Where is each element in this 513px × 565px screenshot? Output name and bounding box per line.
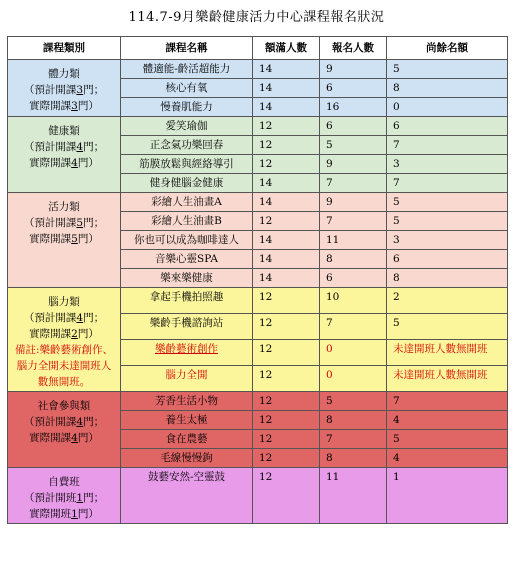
capacity-cell: 12: [253, 340, 320, 366]
header-category: 課程類別: [8, 37, 121, 60]
category-name: 健康類: [48, 125, 80, 137]
remaining-cell: 4: [387, 449, 508, 468]
capacity-cell: 14: [253, 250, 320, 269]
category-planned: （預計開課4門；: [23, 141, 105, 153]
course-name: 養生太極: [121, 411, 253, 430]
capacity-cell: 14: [253, 60, 320, 79]
category-cell: [8, 60, 121, 117]
category-actual: 實際開課3門）: [29, 100, 99, 112]
table-row: [8, 468, 508, 524]
enrolled-cell: 8: [320, 411, 387, 430]
category-planned: （預計開課5門；: [23, 217, 105, 229]
category-cell: [8, 288, 121, 392]
category-planned: （預計開課4門；: [23, 416, 105, 428]
capacity-cell: 14: [253, 98, 320, 117]
enrolled-cell: 9: [320, 60, 387, 79]
remaining-cell: 7: [387, 136, 508, 155]
capacity-cell: 12: [253, 366, 320, 392]
enrolled-cell: 7: [320, 314, 387, 340]
remaining-cell: 3: [387, 231, 508, 250]
remaining-cell: 2: [387, 288, 508, 314]
enrolled-cell: 9: [320, 155, 387, 174]
course-name: 食在農藝: [121, 430, 253, 449]
table-row: [8, 288, 508, 314]
course-name: 你也可以成為咖啡達人: [121, 231, 253, 250]
capacity-cell: 12: [253, 468, 320, 524]
course-name: 彩繪人生油畫A: [121, 193, 253, 212]
table-body: [8, 60, 508, 524]
capacity-cell: 12: [253, 314, 320, 340]
enrolled-cell: 9: [320, 193, 387, 212]
capacity-cell: 12: [253, 212, 320, 231]
remaining-cell: 5: [387, 193, 508, 212]
category-name: 活力類: [48, 201, 80, 213]
enrolled-cell: 0: [320, 366, 387, 392]
capacity-cell: 14: [253, 174, 320, 193]
category-planned: （預計開班1門；: [23, 492, 105, 504]
capacity-cell: 12: [253, 392, 320, 411]
category-planned: （預計開課3門；: [23, 84, 105, 96]
enrolled-cell: 16: [320, 98, 387, 117]
remaining-cell: 0: [387, 98, 508, 117]
course-enrollment-table: [7, 36, 508, 524]
remaining-cell: 未達開班人數無開班: [387, 340, 508, 366]
category-actual: 實際開課2門）: [29, 328, 99, 340]
remaining-cell: 3: [387, 155, 508, 174]
category-cell: [8, 468, 121, 524]
header-enrolled: 報名人數: [320, 37, 387, 60]
capacity-cell: 14: [253, 231, 320, 250]
category-note: 備註:樂齡藝術創作、腦力全開未達開班人數無開班。: [14, 344, 114, 388]
capacity-cell: 12: [253, 155, 320, 174]
table-row: [8, 117, 508, 136]
enrolled-cell: 7: [320, 174, 387, 193]
capacity-cell: 12: [253, 449, 320, 468]
enrolled-cell: 11: [320, 231, 387, 250]
remaining-cell: 6: [387, 250, 508, 269]
remaining-cell: 8: [387, 269, 508, 288]
capacity-cell: 12: [253, 117, 320, 136]
course-name: 愛笑瑜伽: [121, 117, 253, 136]
enrolled-cell: 7: [320, 212, 387, 231]
course-name: 芳香生活小物: [121, 392, 253, 411]
enrolled-cell: 8: [320, 449, 387, 468]
course-name: 彩繪人生油畫B: [121, 212, 253, 231]
category-actual: 實際開班1門）: [29, 508, 99, 520]
enrolled-cell: 0: [320, 340, 387, 366]
header-capacity: 額滿人數: [253, 37, 320, 60]
course-name: 毛線慢慢鉤: [121, 449, 253, 468]
remaining-cell: 5: [387, 212, 508, 231]
remaining-cell: 5: [387, 430, 508, 449]
category-name: 社會參與類: [37, 400, 91, 412]
category-cell: [8, 193, 121, 288]
course-name: 樂來樂健康: [121, 269, 253, 288]
enrolled-cell: 6: [320, 269, 387, 288]
category-cell: [8, 392, 121, 468]
category-name: 自費班: [48, 476, 80, 488]
category-actual: 實際開課5門）: [29, 233, 99, 245]
course-name: 樂齡手機諮詢站: [121, 314, 253, 340]
course-name: 健身健腦金健康: [121, 174, 253, 193]
capacity-cell: 12: [253, 288, 320, 314]
enrolled-cell: 6: [320, 117, 387, 136]
course-name: 慢養肌能力: [121, 98, 253, 117]
page-title: 114.7-9月樂齡健康活力中心課程報名狀況: [128, 10, 385, 25]
category-planned: （預計開課4門；: [23, 312, 105, 324]
header-course-name: 課程名稱: [121, 37, 253, 60]
remaining-cell: 4: [387, 411, 508, 430]
course-name: 正念氣功樂回春: [121, 136, 253, 155]
category-actual: 實際開課4門）: [29, 157, 99, 169]
enrolled-cell: 6: [320, 79, 387, 98]
capacity-cell: 14: [253, 79, 320, 98]
category-cell: [8, 117, 121, 193]
remaining-cell: 8: [387, 79, 508, 98]
remaining-cell: 1: [387, 468, 508, 524]
enrolled-cell: 7: [320, 430, 387, 449]
capacity-cell: 12: [253, 411, 320, 430]
capacity-cell: 12: [253, 136, 320, 155]
category-name: 體力類: [48, 68, 80, 80]
enrolled-cell: 10: [320, 288, 387, 314]
course-name: 筋膜放鬆與經絡導引: [121, 155, 253, 174]
course-name: 核心有氧: [121, 79, 253, 98]
table-row: [8, 392, 508, 411]
course-name: 樂齡藝術創作: [121, 340, 253, 366]
enrolled-cell: 5: [320, 136, 387, 155]
table-row: [8, 60, 508, 79]
table-row: [8, 193, 508, 212]
remaining-cell: 7: [387, 392, 508, 411]
course-name: 拿起手機拍照趣: [121, 288, 253, 314]
remaining-cell: 5: [387, 314, 508, 340]
remaining-cell: 6: [387, 117, 508, 136]
enrolled-cell: 5: [320, 392, 387, 411]
capacity-cell: 14: [253, 193, 320, 212]
enrolled-cell: 11: [320, 468, 387, 524]
table-header-row: [8, 37, 508, 60]
course-name: 鼓藝安然-空靈鼓: [121, 468, 253, 524]
category-actual: 實際開課4門）: [29, 432, 99, 444]
course-name: 音樂心靈SPA: [121, 250, 253, 269]
remaining-cell: 7: [387, 174, 508, 193]
remaining-cell: 5: [387, 60, 508, 79]
remaining-cell: 未達開班人數無開班: [387, 366, 508, 392]
header-remaining: 尚餘名額: [387, 37, 508, 60]
course-name: 體適能-齡活超能力: [121, 60, 253, 79]
capacity-cell: 12: [253, 430, 320, 449]
course-name: 腦力全開: [121, 366, 253, 392]
category-name: 腦力類: [48, 296, 80, 308]
capacity-cell: 14: [253, 269, 320, 288]
enrolled-cell: 8: [320, 250, 387, 269]
